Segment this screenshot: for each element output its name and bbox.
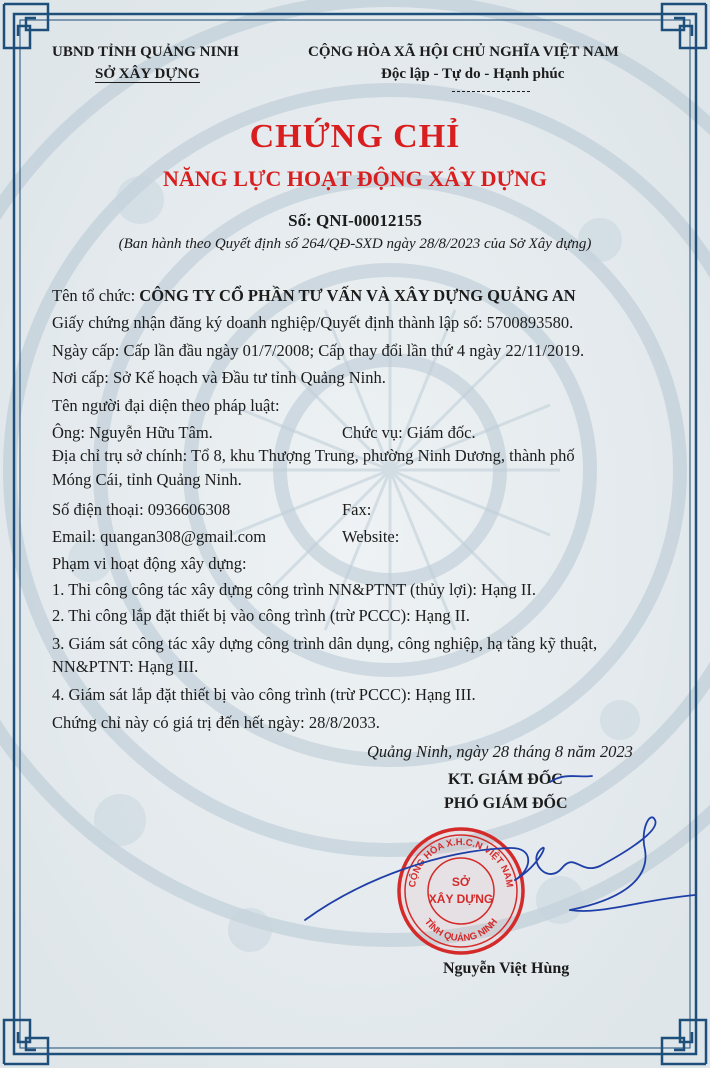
legal-rep-position: Chức vụ: Giám đốc.: [342, 423, 476, 442]
email: Email: quangan308@gmail.com: [52, 527, 267, 546]
issued-by-decision: (Ban hành theo Quyết định số 264/QĐ-SXD ngày 28/8/2023 của Sở Xây dựng): [118, 236, 592, 252]
org-name-line: [52, 286, 576, 306]
fax: Fax:: [342, 500, 372, 519]
website: Website:: [342, 527, 400, 546]
address-line-1: Địa chỉ trụ sở chính: Tổ 8, khu Thượng Trung, phường Ninh Dương, thành phố: [52, 446, 575, 465]
header-province: UBND TỈNH QUẢNG NINH: [52, 44, 239, 60]
org-name-value: CÔNG TY CỔ PHẦN TƯ VẤN VÀ XÂY DỰNG QUẢNG AN: [139, 286, 576, 305]
handwritten-signature: [300, 770, 700, 970]
header-motto: Độc lập - Tự do - Hạnh phúc: [381, 66, 565, 82]
scope-item-1: 1. Thi công công tác xây dựng công trình NN&PTNT (thủy lợi): Hạng II.: [52, 580, 537, 599]
certificate-title: CHỨNG CHỈ: [249, 118, 461, 155]
signer-title-1: KT. GIÁM ĐỐC: [448, 771, 563, 788]
validity: Chứng chỉ này có giá trị đến hết ngày: 28/8/2033.: [52, 713, 380, 732]
org-name-label: Tên tổ chức:: [52, 286, 140, 305]
scope-item-3-cont: NN&PTNT: Hạng III.: [52, 657, 199, 676]
seal-bottom-text: TỈNH QUẢNG NINH: [421, 916, 501, 945]
legal-rep-name: Ông: Nguyễn Hữu Tâm.: [52, 423, 213, 442]
header-country: CỘNG HÒA XÃ HỘI CHỦ NGHĨA VIỆT NAM: [308, 44, 619, 60]
seal-ring-text: CỘNG HÒA X.H.C.N VIỆT NAM: [407, 836, 515, 889]
motto-divider: [452, 91, 530, 92]
address-line-2: Móng Cái, tỉnh Quảng Ninh.: [52, 470, 242, 489]
seal-center-line-1: SỞ: [451, 875, 471, 889]
issue-place: Nơi cấp: Sở Kế hoạch và Đầu tư tỉnh Quảng Ninh.: [52, 368, 386, 387]
signer-name: Nguyễn Việt Hùng: [443, 960, 570, 977]
signer-title-2: PHÓ GIÁM ĐỐC: [444, 795, 568, 812]
phone: Số điện thoại: 0936606308: [52, 500, 231, 519]
scope-item-2: 2. Thi công lắp đặt thiết bị vào công trình (trừ PCCC): Hạng II.: [52, 606, 470, 625]
issue-date: Ngày cấp: Cấp lần đầu ngày 01/7/2008; Cấp thay đổi lần thứ 4 ngày 22/11/2019.: [52, 341, 585, 360]
scope-label: Phạm vi hoạt động xây dựng:: [52, 554, 247, 573]
registration-number: Giấy chứng nhận đăng ký doanh nghiệp/Quyết định thành lập số: 5700893580.: [52, 313, 574, 332]
scope-item-3: 3. Giám sát công tác xây dựng công trình dân dụng, công nghiệp, hạ tầng kỹ thuật,: [52, 634, 598, 653]
certificate-number: Số: QNI-00012155: [288, 211, 422, 230]
seal-center-line-2: XÂY DỰNG: [428, 892, 494, 906]
header-department: SỞ XÂY DỰNG: [95, 66, 200, 82]
certificate-subtitle: NĂNG LỰC HOẠT ĐỘNG XÂY DỰNG: [163, 166, 547, 191]
legal-rep-label: Tên người đại diện theo pháp luật:: [52, 396, 280, 415]
scope-item-4: 4. Giám sát lắp đặt thiết bị vào công trình (trừ PCCC): Hạng III.: [52, 685, 476, 704]
place-date: Quảng Ninh, ngày 28 tháng 8 năm 2023: [367, 742, 633, 761]
